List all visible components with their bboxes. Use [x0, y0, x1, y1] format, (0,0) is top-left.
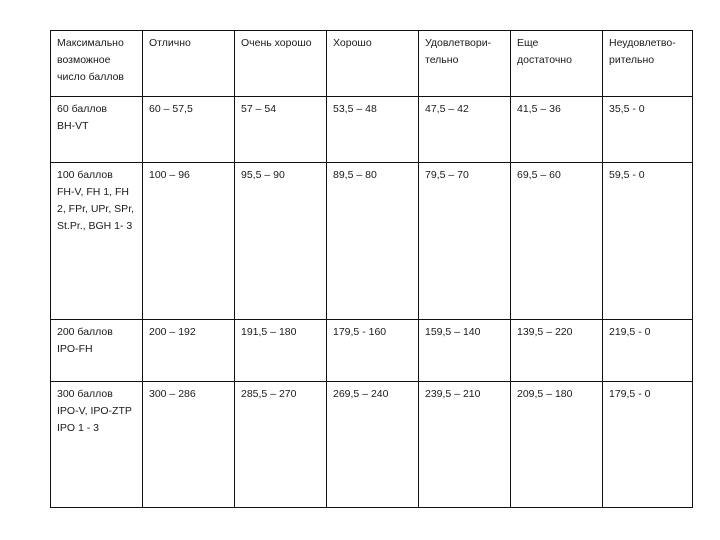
header-grade-satisfactory [419, 31, 511, 97]
row-label [51, 97, 143, 163]
table-cell: 100 – 96 [143, 163, 235, 320]
row-label [51, 163, 143, 320]
header-text: тельно [425, 54, 459, 66]
row-label [51, 320, 143, 382]
row-label-text: 300 баллов [57, 388, 113, 400]
header-text: Хорошо [333, 37, 372, 49]
row-label-text: St.Pr., BGH 1- 3 [57, 220, 133, 232]
header-grade-very-good [235, 31, 327, 97]
row-label-text: IPO-FH [57, 343, 93, 355]
row-label-text: 2, FPr, UPr, SPr, [57, 203, 135, 215]
table-cell: 59,5 - 0 [603, 163, 693, 320]
table-cell: 219,5 - 0 [603, 320, 693, 382]
table-cell: 179,5 - 160 [327, 320, 419, 382]
header-text: Удовлетвори- [425, 37, 492, 49]
table-cell: 47,5 – 42 [419, 97, 511, 163]
table-cell: 57 – 54 [235, 97, 327, 163]
header-grade-sufficient [511, 31, 603, 97]
table-cell: 79,5 – 70 [419, 163, 511, 320]
header-text: возможное [57, 54, 111, 66]
table-cell: 200 – 192 [143, 320, 235, 382]
table-cell: 53,5 – 48 [327, 97, 419, 163]
row-label-text: 100 баллов [57, 169, 113, 181]
table-row [51, 382, 693, 508]
table-cell: 159,5 – 140 [419, 320, 511, 382]
table-cell: 300 – 286 [143, 382, 235, 508]
table-row [51, 320, 693, 382]
row-label-text: 200 баллов [57, 326, 113, 338]
header-row [51, 31, 693, 97]
header-text: Максимально [57, 37, 124, 49]
table-cell: 209,5 – 180 [511, 382, 603, 508]
row-label-text: FH-V, FH 1, FH [57, 186, 129, 198]
header-max-points [51, 31, 143, 97]
row-label-text: IPO 1 - 3 [57, 422, 100, 434]
header-text: Еще [517, 37, 539, 49]
table-cell: 285,5 – 270 [235, 382, 327, 508]
table-cell: 239,5 – 210 [419, 382, 511, 508]
row-label-text: IPO-V, IPO-ZTP [57, 405, 132, 417]
row-label [51, 382, 143, 508]
table-row [51, 163, 693, 320]
table-cell: 69,5 – 60 [511, 163, 603, 320]
table-cell: 60 – 57,5 [143, 97, 235, 163]
table-cell: 179,5 - 0 [603, 382, 693, 508]
row-label-text: BH-VT [57, 120, 89, 132]
row-label-text: 60 баллов [57, 103, 107, 115]
grading-scale-table [50, 30, 693, 508]
header-text: Отлично [149, 37, 191, 49]
table-row [51, 97, 693, 163]
table-cell: 269,5 – 240 [327, 382, 419, 508]
header-text: рительно [609, 54, 655, 66]
header-text: число баллов [57, 71, 124, 83]
header-text: достаточно [517, 54, 572, 66]
table-cell: 139,5 – 220 [511, 320, 603, 382]
header-grade-excellent [143, 31, 235, 97]
header-grade-unsatisfactory [603, 31, 693, 97]
table-cell: 35,5 - 0 [603, 97, 693, 163]
table-cell: 41,5 – 36 [511, 97, 603, 163]
header-text: Очень хорошо [241, 37, 312, 49]
table-cell: 89,5 – 80 [327, 163, 419, 320]
table-cell: 95,5 – 90 [235, 163, 327, 320]
header-text: Неудовлетво- [609, 37, 676, 49]
table-cell: 191,5 – 180 [235, 320, 327, 382]
header-grade-good [327, 31, 419, 97]
